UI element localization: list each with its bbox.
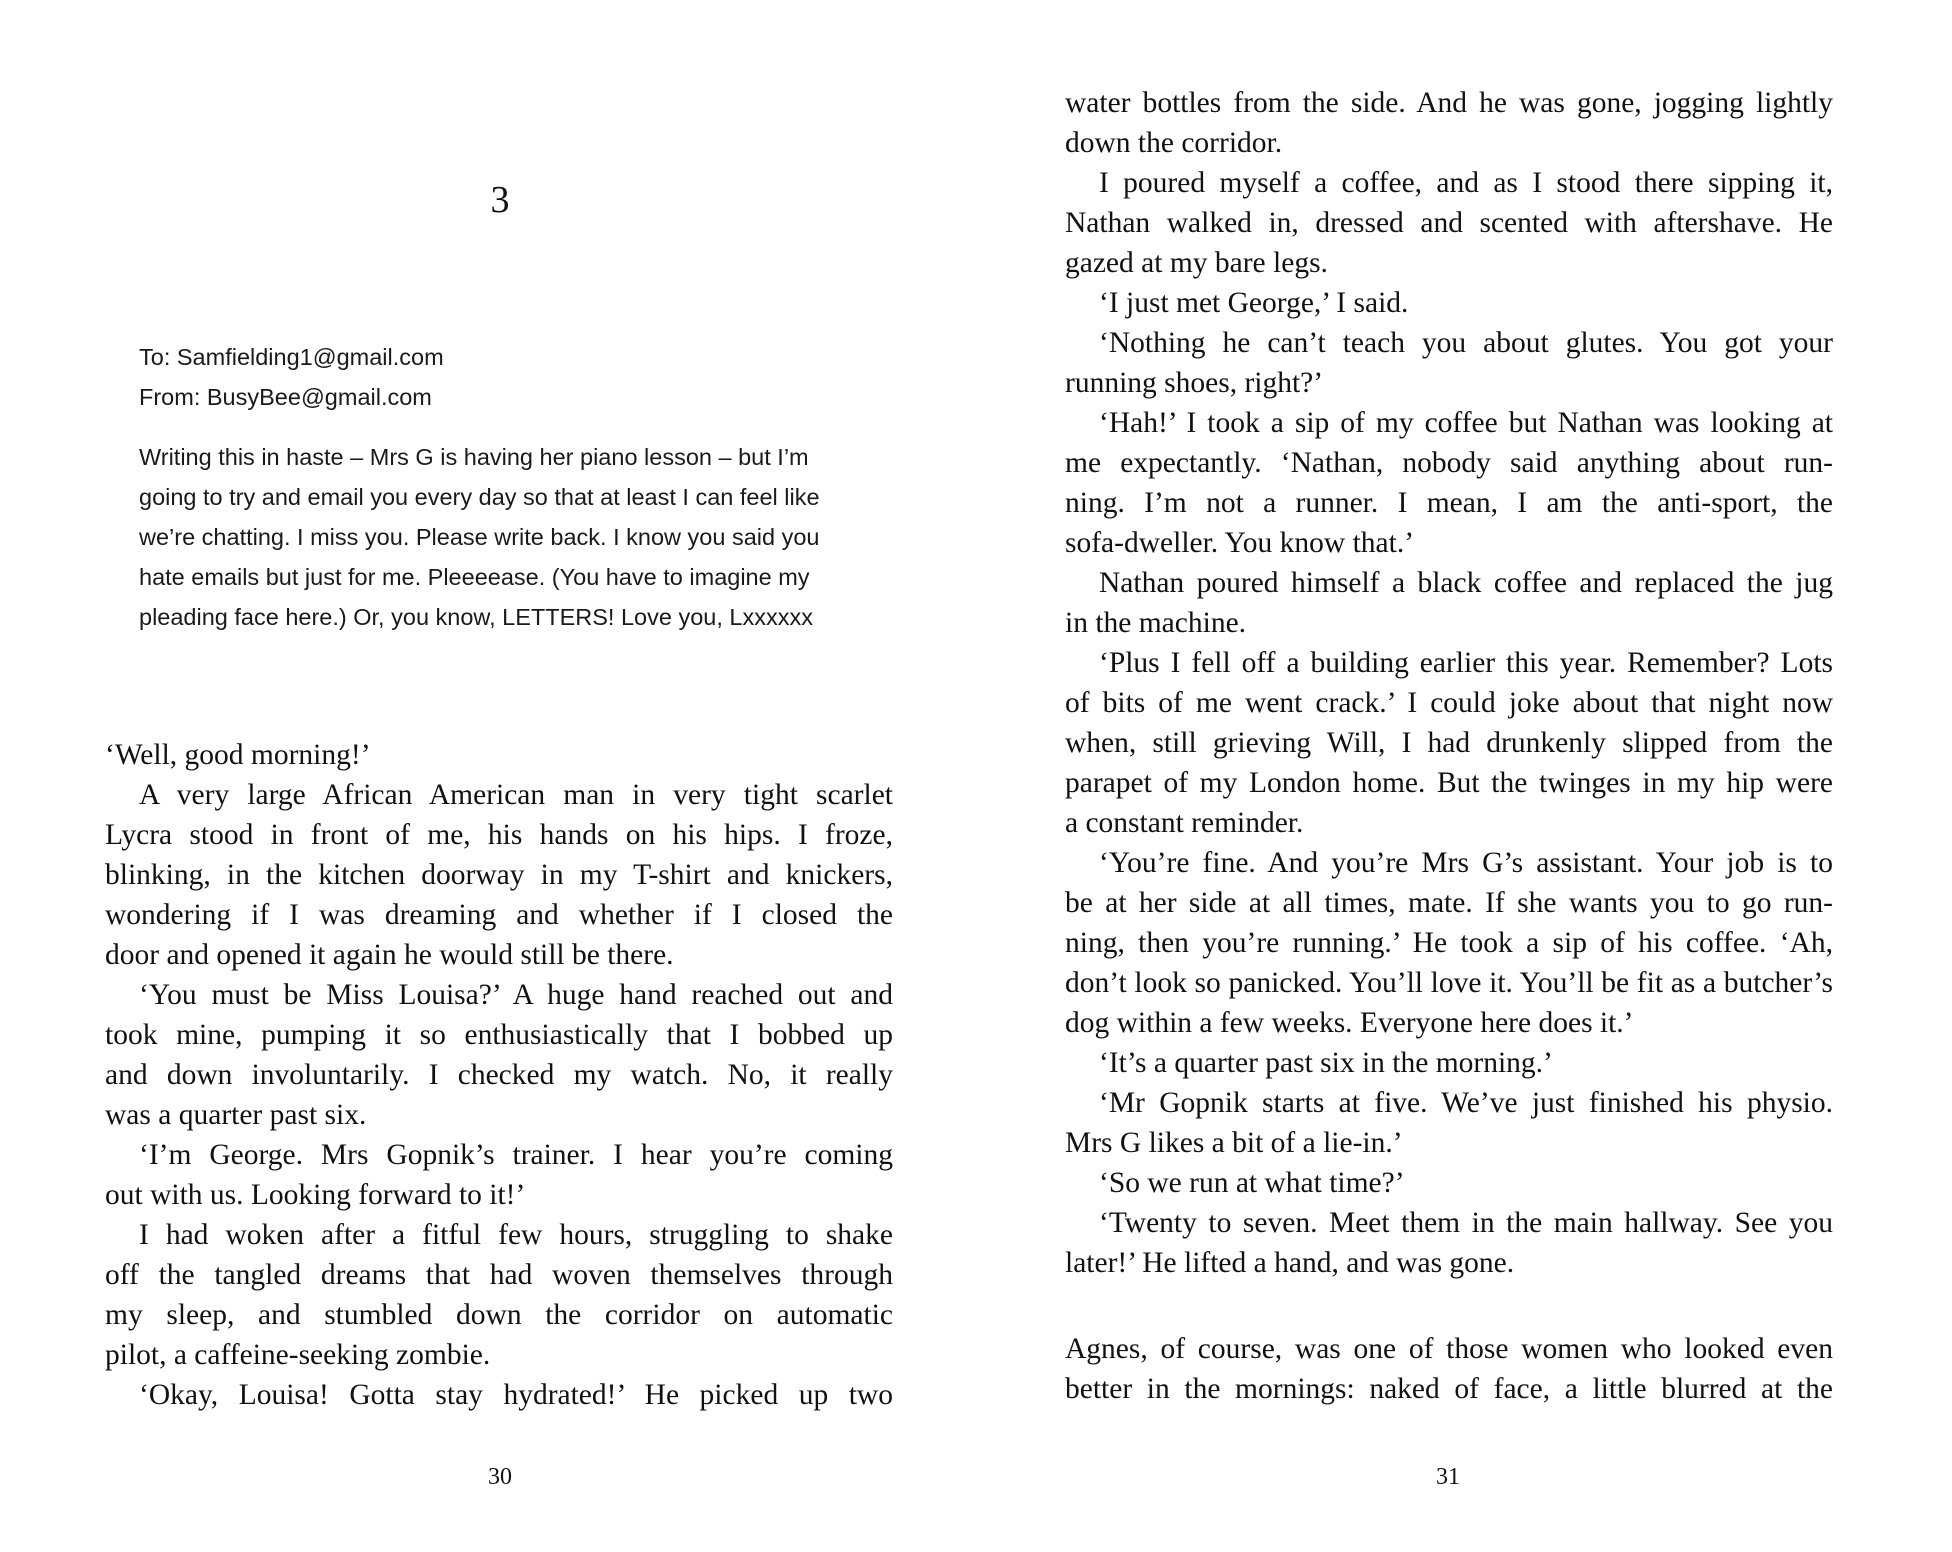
text-line: Lycra stood in front of me, his hands on his hips. I froze, [105, 819, 893, 851]
text-line: ‘I’m George. Mrs Gopnik’s trainer. I hear you’re coming [139, 1139, 893, 1171]
email-body [139, 437, 859, 637]
text-line: I had woken after a fitful few hours, struggling to shake [139, 1219, 893, 1251]
email-body-line: Writing this in haste – Mrs G is having her piano lesson – but I’m [139, 444, 809, 470]
text-line: when, still grieving Will, I had drunkenly slipped from the [1065, 727, 1833, 759]
text-line: ning, then you’re running.’ He took a sip of his coffee. ‘Ah, [1065, 927, 1833, 959]
text-line: ‘You must be Miss Louisa?’ A huge hand reached out and [139, 979, 893, 1011]
text-line: and down involuntarily. I checked my watch. No, it really [105, 1059, 893, 1091]
email-block [139, 337, 859, 637]
email-from: From: BusyBee@gmail.com [139, 384, 432, 410]
text-line: later!’ He lifted a hand, and was gone. [1065, 1247, 1515, 1279]
email-body-line: we’re chatting. I miss you. Please write back. I know you said you [139, 524, 820, 550]
text-line: in the machine. [1065, 607, 1247, 639]
text-line: my sleep, and stumbled down the corridor on automatic [105, 1299, 893, 1331]
text-line: took mine, pumping it so enthusiastically that I bobbed up [105, 1019, 893, 1051]
text-line: me expectantly. ‘Nathan, nobody said anything about run- [1065, 447, 1833, 479]
text-line: was a quarter past six. [105, 1099, 367, 1131]
right-body-text [1065, 83, 1833, 1283]
text-line: Nathan poured himself a black coffee and replaced the jug [1099, 567, 1833, 599]
text-line: out with us. Looking forward to it!’ [105, 1179, 526, 1211]
text-line: ‘Nothing he can’t teach you about glutes. You got your [1099, 327, 1833, 359]
text-line: wondering if I was dreaming and whether if I closed the [105, 899, 893, 931]
text-line: running shoes, right?’ [1065, 367, 1324, 399]
right-section-break-text [1065, 1329, 1833, 1409]
text-line: water bottles from the side. And he was gone, jogging lightly [1065, 87, 1833, 119]
text-line: ‘It’s a quarter past six in the morning.’ [1099, 1047, 1553, 1079]
text-line: ning. I’m not a runner. I mean, I am the anti-sport, the [1065, 487, 1833, 519]
chapter-number: 3 [490, 179, 510, 221]
text-line: ‘Well, good morning!’ [105, 739, 371, 771]
text-line: parapet of my London home. But the twinges in my hip were [1065, 767, 1833, 799]
text-line: Agnes, of course, was one of those women who looked even [1065, 1333, 1833, 1365]
left-body-text [105, 735, 893, 1415]
text-line: ‘Okay, Louisa! Gotta stay hydrated!’ He picked up two [139, 1379, 893, 1411]
text-line: sofa-dweller. You know that.’ [1065, 527, 1415, 559]
text-line: A very large African American man in very tight scarlet [139, 779, 893, 811]
page-number: 31 [1436, 1464, 1460, 1490]
text-line: off the tangled dreams that had woven themselves through [105, 1259, 893, 1291]
text-line: ‘Twenty to seven. Meet them in the main hallway. See you [1099, 1207, 1833, 1239]
page-number: 30 [488, 1464, 512, 1490]
text-line: door and opened it again he would still be there. [105, 939, 674, 971]
text-line: I poured myself a coffee, and as I stood there sipping it, [1099, 167, 1833, 199]
text-line: Mrs G likes a bit of a lie-in.’ [1065, 1127, 1403, 1159]
text-line: of bits of me went crack.’ I could joke about that night now [1065, 687, 1833, 719]
text-line: ‘Hah!’ I took a sip of my coffee but Nathan was looking at [1099, 407, 1833, 439]
text-line: ‘You’re fine. And you’re Mrs G’s assistant. Your job is to [1099, 847, 1833, 879]
text-line: don’t look so panicked. You’ll love it. You’ll be fit as a butcher’s [1065, 967, 1833, 999]
email-body-line: going to try and email you every day so that at least I can feel like [139, 484, 820, 510]
text-line: ‘Mr Gopnik starts at five. We’ve just finished his physio. [1099, 1087, 1833, 1119]
text-line: Nathan walked in, dressed and scented with aftershave. He [1065, 207, 1833, 239]
text-line: dog within a few weeks. Everyone here does it.’ [1065, 1007, 1634, 1039]
text-line: ‘Plus I fell off a building earlier this year. Remember? Lots [1099, 647, 1833, 679]
right-page [976, 0, 1952, 1552]
text-line: ‘I just met George,’ I said. [1099, 287, 1409, 319]
text-line: be at her side at all times, mate. If she wants you to go run- [1065, 887, 1833, 919]
text-line: pilot, a caffeine-seeking zombie. [105, 1339, 491, 1371]
email-to: To: Samfielding1@gmail.com [139, 344, 444, 370]
text-line: better in the mornings: naked of face, a little blurred at the [1065, 1373, 1833, 1405]
email-body-line: pleading face here.) Or, you know, LETTERS! Love you, Lxxxxxx [139, 604, 813, 630]
text-line: ‘So we run at what time?’ [1099, 1167, 1405, 1199]
text-line: blinking, in the kitchen doorway in my T-shirt and knickers, [105, 859, 893, 891]
text-line: a constant reminder. [1065, 807, 1304, 839]
text-line: gazed at my bare legs. [1065, 247, 1328, 279]
email-body-line: hate emails but just for me. Pleeeease. (You have to imagine my [139, 564, 810, 590]
text-line: down the corridor. [1065, 127, 1283, 159]
